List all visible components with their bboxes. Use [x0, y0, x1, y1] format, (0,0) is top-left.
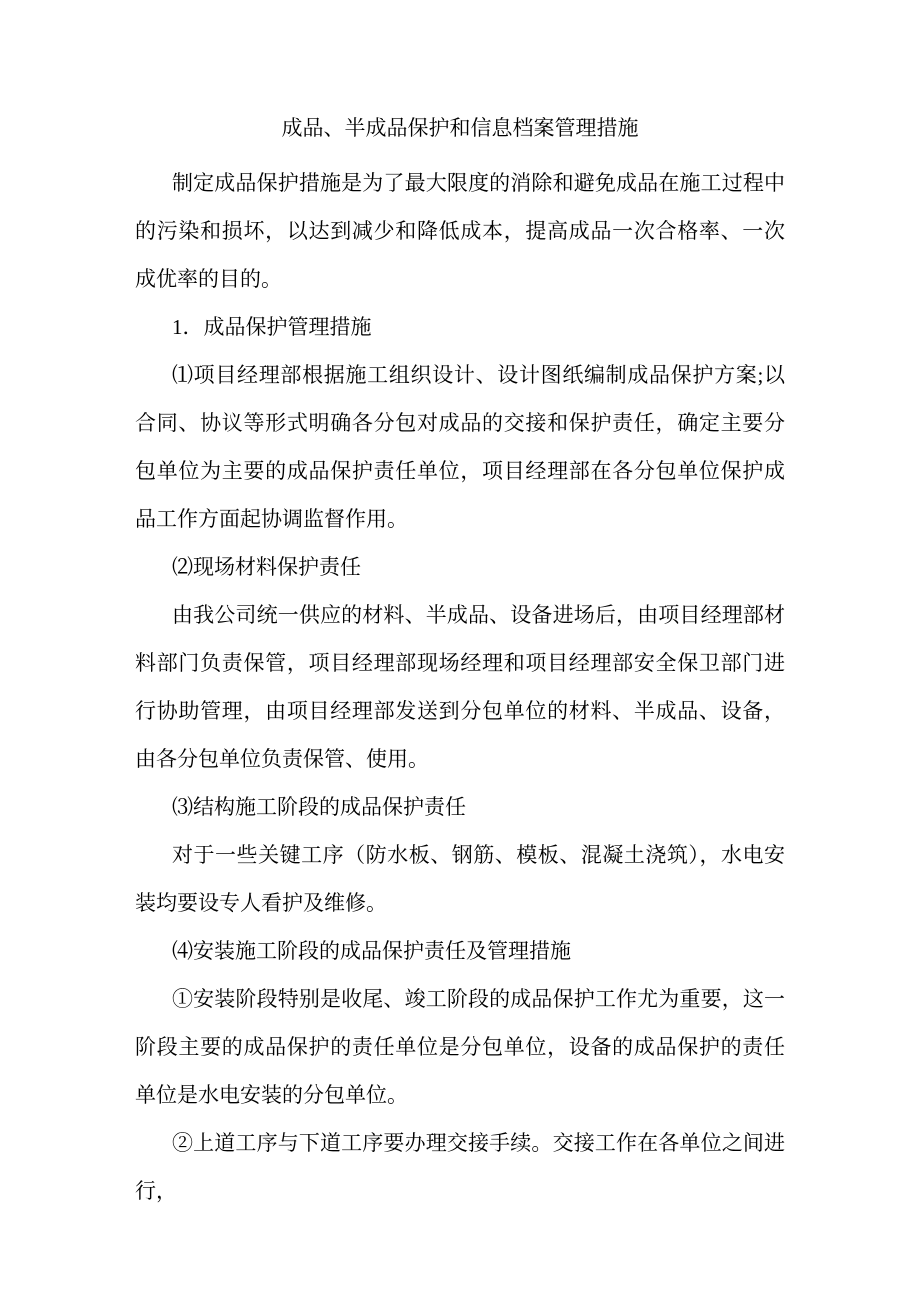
paragraph: ⑷安装施工阶段的成品保护责任及管理措施 — [172, 939, 571, 963]
document-content — [135, 104, 785, 1215]
paragraph: ⑵现场材料保护责任 — [172, 555, 361, 579]
paragraph: 由我公司统一供应的材料、半成品、设备进场后，由项目经理部材料部门负责保管，项目经理部现场经理和项目经理部安全保卫部门进行协助管理，由项目经理部发送到分包单位的材料、半成品、设备，由各分包单位负责保管、使用。 — [135, 603, 785, 771]
paragraph: 对于一些关键工序（防水板、钢筋、模板、混凝土浇筑），水电安装均要设专人看护及维修。 — [135, 843, 785, 915]
paragraph: 1．成品保护管理措施 — [172, 315, 372, 339]
paragraph: 制定成品保护措施是为了最大限度的消除和避免成品在施工过程中的污染和损坏，以达到减少和降低成本，提高成品一次合格率、一次成优率的目的。 — [135, 171, 785, 291]
paragraph-list — [135, 159, 785, 1215]
paragraph: ⑶结构施工阶段的成品保护责任 — [172, 795, 466, 819]
paragraph: ②上道工序与下道工序要办理交接手续。交接工作在各单位之间进行， — [135, 1131, 785, 1203]
paragraph: ①安装阶段特别是收尾、竣工阶段的成品保护工作尤为重要，这一阶段主要的成品保护的责任单位是分包单位，设备的成品保护的责任单位是水电安装的分包单位。 — [135, 987, 785, 1107]
paragraph: ⑴项目经理部根据施工组织设计、设计图纸编制成品保护方案;以合同、协议等形式明确各分包对成品的交接和保护责任，确定主要分包单位为主要的成品保护责任单位，项目经理部在各分包单位保护成品工作方面起协调监督作用。 — [135, 363, 785, 531]
document-title: 成品、半成品保护和信息档案管理措施 — [281, 116, 639, 140]
